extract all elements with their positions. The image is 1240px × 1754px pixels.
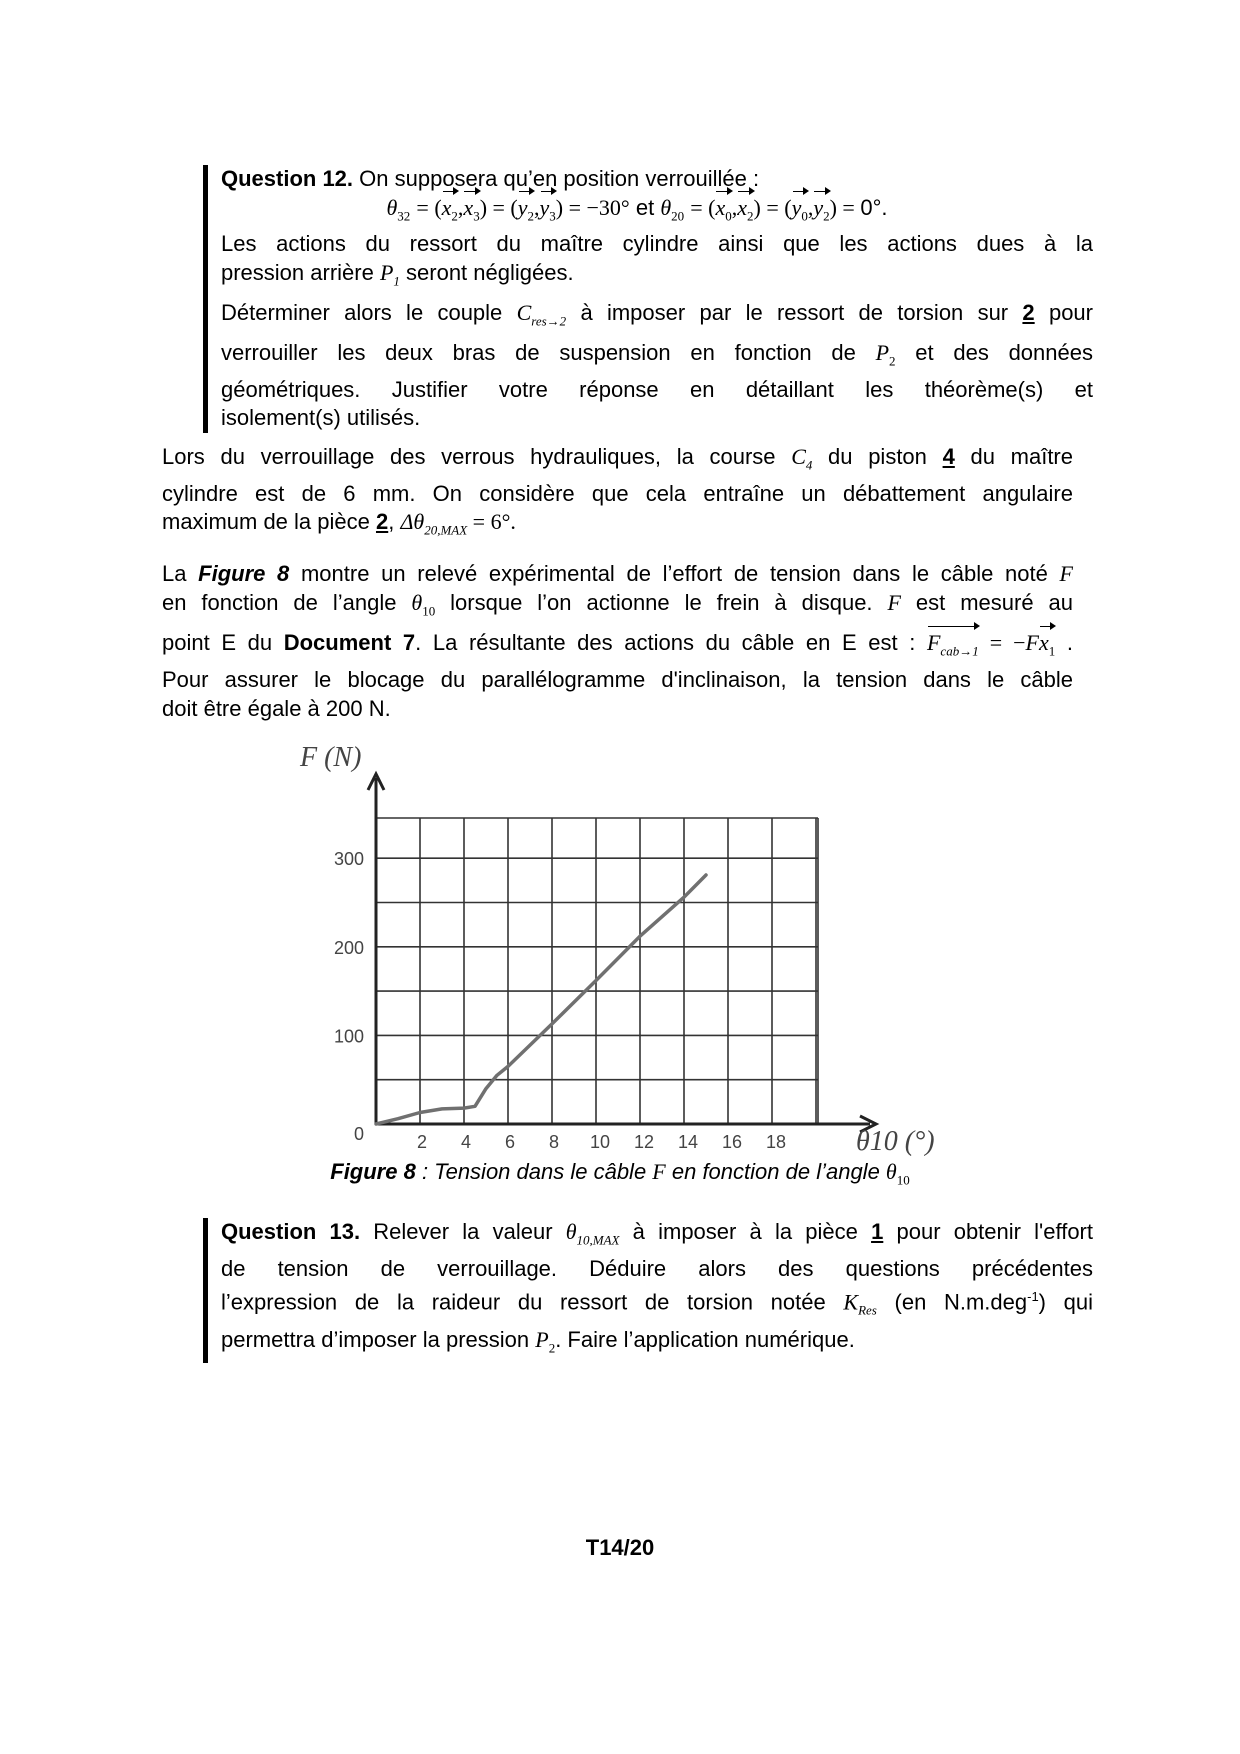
x-tick-label: 14 <box>677 1132 699 1152</box>
question-12-line: isolement(s) utilisés. <box>221 405 421 431</box>
x-tick-label: 6 <box>504 1132 516 1152</box>
x-tick-label: 12 <box>633 1132 655 1152</box>
y-tick-label: 100 <box>333 1026 364 1047</box>
question-12-intro: Question 12. On supposera qu’en position verrouillée : <box>221 166 760 191</box>
x-tick-label: 18 <box>765 1132 787 1152</box>
question-12-line: géométriques. Justifier votre réponse en détaillant les théorème(s) et <box>221 376 1093 402</box>
question-13-block: Question 13. Relever la valeur $\theta_{10,MAX}$ à imposer à la pièce 1 pour obtenir l'effort de tension de verrouillage. Déduire alors des questions précédentes l’expression de la raideur du ressort de torsion notée $K_{Res}$ (en N.m.deg$^{-1}$) qui permettra d’imposer la pression $P_2$. Faire l’application numérique. <box>203 1218 1093 1363</box>
question-12-label: Question 12. <box>221 166 354 191</box>
page-number: T14/20 <box>585 1535 655 1560</box>
paragraph-figure-8: La Figure 8 montre un relevé expérimental de l’effort de tension dans le câble noté F en fonction de l’angle $\theta_{10}$ lorsque l’on actionne le frein à disque. F est mesuré au point E du Document 7. La résultante des actions du câble en E est : $F_{cab\to 1} = -Fx_1$ . Pour assurer le blocage du parallélogramme d'inclinaison, la tension dans le câble doit être égale à 200 N. <box>162 561 1073 721</box>
question-12-line: Déterminer alors le couple $C_{res\to 2}$ à imposer par le ressort de torsion sur 2 pour <box>221 299 1093 329</box>
x-tick-label: 8 <box>548 1132 560 1152</box>
figure-8-chart <box>270 738 950 1158</box>
y-tick-label: 300 <box>333 849 364 870</box>
question-12-line: pression arrière $P_1$ seront négligées. <box>221 259 574 289</box>
x-tick-label: 16 <box>721 1132 743 1152</box>
x-tick-label: 2 <box>416 1132 428 1152</box>
x-tick-label: 10 <box>589 1132 611 1152</box>
question-12-line: verrouiller les deux bras de suspension en fonction de $P_2$ et des données <box>221 339 1093 369</box>
question-12-equation: $\theta_{32} = (x_2,x_3) = (y_2,y_3) = -30^\circ$ et $\theta_{20} = (x_0,x_2) = (y_0,y_2) = 0^\circ$. <box>221 194 1093 231</box>
question-12-block <box>203 165 1093 433</box>
question-12-line: Les actions du ressort du maître cylindre ainsi que les actions dues à la <box>221 231 1093 257</box>
x-axis-title: θ10 (°) <box>856 1126 935 1157</box>
y-axis-title: F (N) <box>300 742 362 773</box>
figure-8-caption: Figure 8 : Tension dans le câble F en fonction de l’angle $\theta_{10}$ <box>330 1159 910 1188</box>
x-tick-label: 4 <box>460 1132 472 1152</box>
paragraph-locking: Lors du verrouillage des verrous hydrauliques, la course $C_4$ du piston 4 du maître cylindre est de 6 mm. On considère que cela entraîne un débattement angulaire maximum de la pièce 2, $\Delta\theta_{20,MAX} = 6^\circ$. <box>162 444 1073 538</box>
y-tick-label: 0 <box>353 1124 364 1144</box>
series-line-F <box>376 875 706 1124</box>
question-13-label: Question 13. <box>221 1219 361 1244</box>
y-tick-label: 200 <box>333 937 364 958</box>
